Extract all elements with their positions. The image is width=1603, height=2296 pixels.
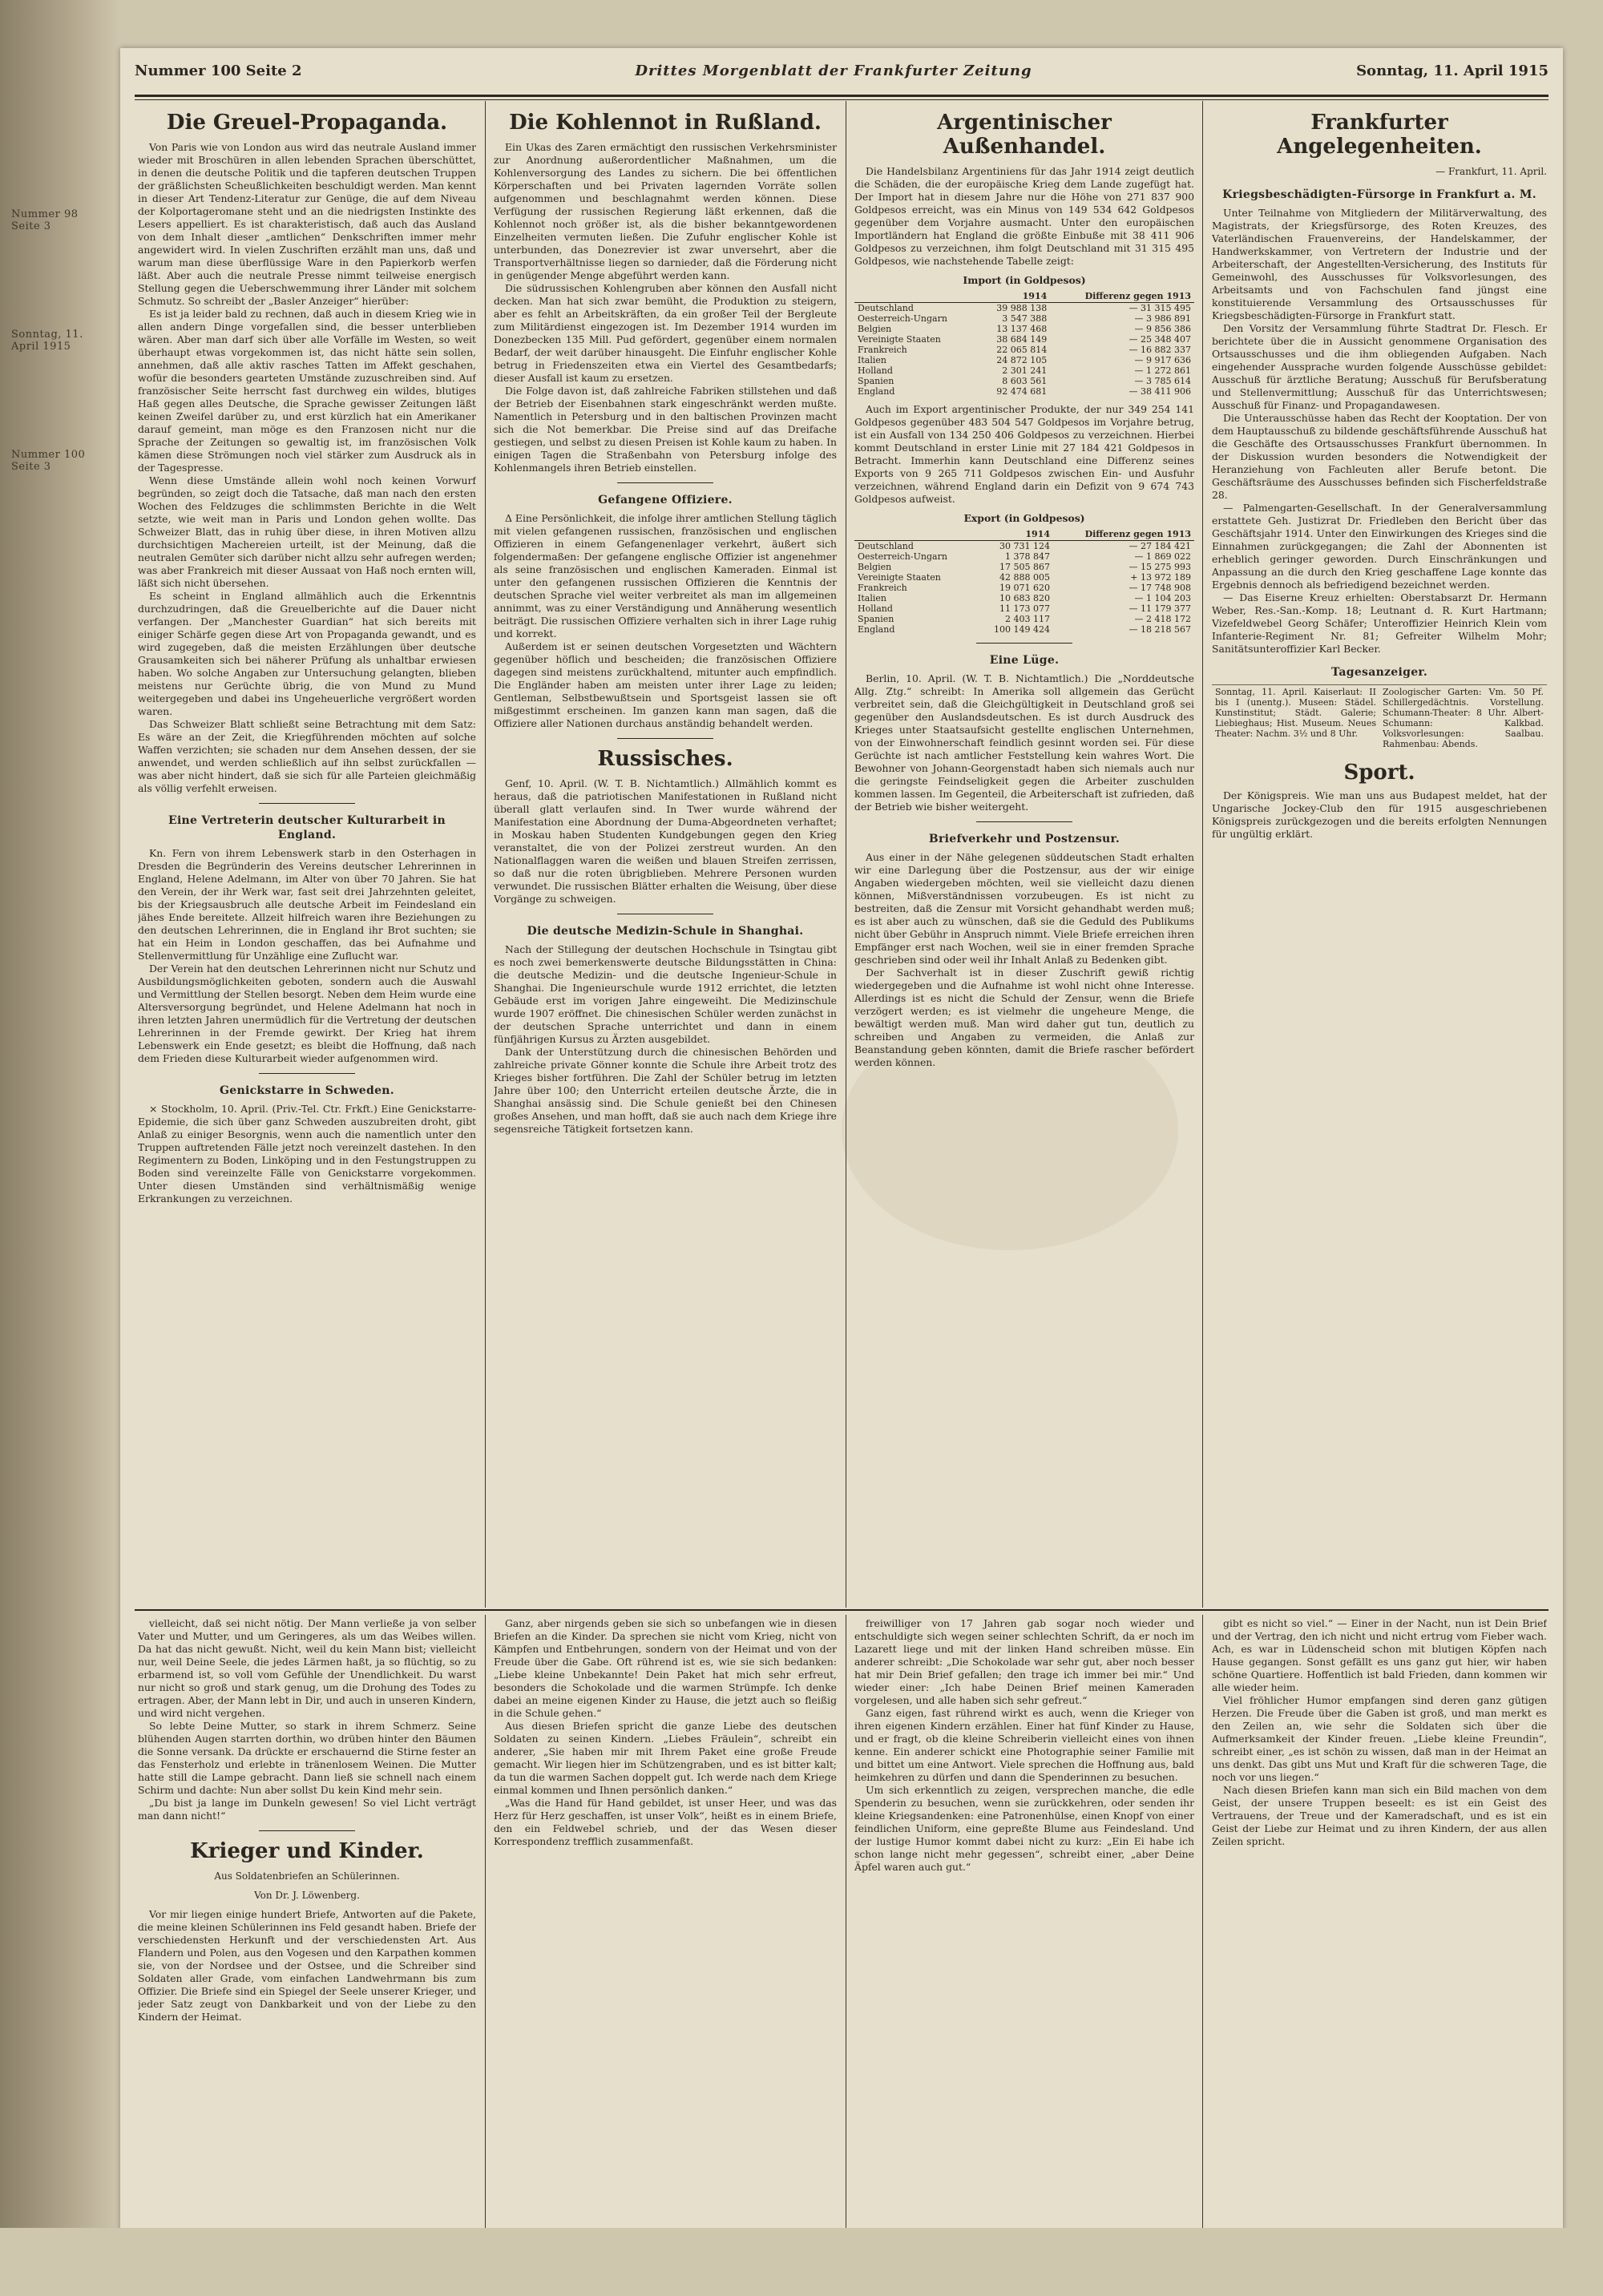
- table-cell: — 38 411 906: [1129, 386, 1191, 397]
- table-cell: 11 173 077: [999, 603, 1050, 614]
- feuilleton-author: Von Dr. J. Löwenberg.: [254, 1890, 360, 1901]
- article-paragraph: Ganz eigen, fast rührend wirkt es auch, wenn die Krieger von ihren eigenen Kindern erzählen. Einer hat fünf Kinder zu Hause, und er fragt, ob die kleine Schreiberin vielleicht eines von ihnen kenne. Ein anderer schickt eine Photographie seiner Familie mit und bittet um eine Antwort. Viele sprechen die Hoffnung aus, bald heimkehren zu dürfen und dann die Spenderinnen zu besuchen.: [854, 1707, 1194, 1783]
- import-table: [854, 290, 1194, 397]
- table-row: [854, 303, 1194, 314]
- table-cell: Frankreich: [858, 583, 907, 593]
- table-row: [854, 376, 1194, 386]
- article-paragraph: Ganz, aber nirgends geben sie sich so unbefangen wie in diesen Briefen an die Kinder. Da sprechen sie nicht vom Krieg, nicht von Kämpfen und Entbehrungen, sondern von der Heimat und von der Freude über die Gabe. Oft rührend ist es, wie sie sich bedanken: „Liebe kleine Unbekannte! Dein Paket hat mich sehr erfreut, besonders die Schokolade und die warmen Strümpfe. Ich denke dabei an meine eigenen Kinder zu Hause, die jetzt auch so fleißig in die Schule gehen.“: [494, 1617, 837, 1719]
- events-table: [1212, 684, 1547, 751]
- spine-line: Nummer 100 Seite 3: [11, 449, 86, 473]
- table-cell: Holland: [858, 365, 893, 376]
- table-cell: 38 684 149: [996, 334, 1048, 345]
- article-paragraph: Wenn diese Umstände allein wohl noch keinen Vorwurf begründen, so zeigt doch die Tatsache, daß man nach den ersten Wochen des Feldzuges die schlimmsten Berichte in die Welt setzte, wie weit man in Paris und London gehen wollte. Das Schweizer Blatt, das in ruhig über diese, in ihren Motiven allzu durchsichtigen Machereien urteilt, ist der Meinung, daß die neutralen Gemüter sich darüber nicht allzu sehr aufregen werden; was aber Frankreich mit dieser Aussaat von Haß noch ernten will, läßt sich nicht übersehen.: [138, 474, 476, 589]
- table-cell: — 1 272 861: [1134, 365, 1191, 376]
- issue-number: Nummer 100 Seite 2: [135, 63, 302, 79]
- book-spine: [0, 0, 120, 2296]
- article-paragraph: Aus einer in der Nähe gelegenen süddeutschen Stadt erhalten wir eine Darlegung über die Postzensur, aus der wir einige Angaben wiedergeben möchten, weil sie vielleicht dazu dienen können, Mißverständnissen vorzubeugen. Es ist nicht zu bestreiten, daß die Zensur mit Vorsicht gehandhabt werden muß; es ist aber auch zu wünschen, daß sie die Geduld des Publikums nicht über Gebühr in Anspruch nimmt. Viele Briefe erreichen ihren Empfänger erst nach Wochen, weil sie in einer fremden Sprache geschrieben sind oder weil ihr Inhalt Anlaß zu Bedenken gibt.: [854, 851, 1194, 966]
- table-row: [854, 386, 1194, 397]
- feuilleton-rule: [135, 1609, 1548, 1611]
- table-cell: 92 474 681: [996, 386, 1048, 397]
- table-cell: — 16 882 337: [1129, 345, 1191, 355]
- table-cell: Deutschland: [858, 541, 914, 551]
- events-right: Zoologischer Garten: Vm. 50 Pf. Schillergedächtnis. Vorstellung. Schumann-Theater: 8 Uhr. Albert-Schumann: Kalkbad. Volksvorlesungen: Saalbau. Rahmenbau: Abends.: [1379, 685, 1547, 752]
- separator: [976, 643, 1072, 644]
- table-row: [854, 313, 1194, 324]
- table-cell: 2 403 117: [1005, 614, 1050, 624]
- article-paragraph: Der Königspreis. Wie man uns aus Budapest meldet, hat der Ungarische Jockey-Club den für 1915 ausgeschriebenen Königspreis zurückgezogen und die bereits erfolgten Nennungen für ungültig erklärt.: [1212, 789, 1547, 840]
- table-row: [854, 551, 1194, 562]
- column-greuel: [138, 106, 476, 1604]
- table-cell: Vereinigte Staaten: [858, 334, 941, 345]
- article-paragraph: Ein Ukas des Zaren ermächtigt den russischen Verkehrsminister zur Anordnung außerordentlicher Maßnahmen, um die Kohlenversorgung des Landes zu sichern. Die bei öffentlichen Körperschaften und bei Privaten lagernden Vorräte sollen aufgenommen und beschlagnahmt werden können. Diese Verfügung der russischen Regierung läßt erkennen, daß die Kohlennot noch größer ist, als die bisher bekanntgewordenen Einzelheiten vermuten ließen. Die Zufuhr englischer Kohle ist unterbunden, das Donezrevier ist zwar unversehrt, aber die Transportverhältnisse liegen so darnieder, daß die Förderung nicht in genügender Menge abgeführt werden kann.: [494, 141, 837, 281]
- events-left: Sonntag, 11. April. Kaiserlaut: II bis I (unentg.). Museen: Städel. Kunstinstitut; Städt. Galerie; Liebieghaus; Hist. Museum. Neues Theater: Nachm. 3½ und 8 Uhr.: [1212, 685, 1379, 752]
- column-divider: [485, 101, 486, 1608]
- article-title: Genickstarre in Schweden.: [220, 1084, 394, 1097]
- table-header: Differenz gegen 1913: [1053, 528, 1194, 541]
- article-paragraph: × Stockholm, 10. April. (Priv.-Tel. Ctr. Frkft.) Eine Genickstarre-Epidemie, die sich über ganz Schweden auszubreiten droht, gibt Anlaß zu einiger Besorgnis, wenn auch die namentlich unter den Truppen auftretenden Fälle jetzt noch vereinzelt dastehen. In den Regimentern zu Boden, Linköping und in den Festungstruppen zu Boden sind vereinzelte Fälle von Genickstarre vorgekommen. Unter diesen Umständen sind verhältnismäßig wenige Erkrankungen zu verzeichnen.: [138, 1103, 476, 1204]
- table-cell: 30 731 124: [999, 541, 1050, 551]
- table-cell: 1 378 847: [1005, 551, 1050, 562]
- table-row: [854, 614, 1194, 624]
- table-cell: 100 149 424: [994, 624, 1050, 635]
- table-title: Export (in Goldpesos): [963, 512, 1085, 524]
- table-row: [854, 583, 1194, 593]
- table-cell: — 11 179 377: [1129, 603, 1191, 614]
- table-cell: — 27 184 421: [1129, 541, 1191, 551]
- article-title: Tagesanzeiger.: [1330, 666, 1427, 679]
- table-cell: Italien: [858, 593, 886, 603]
- newspaper-page: [120, 48, 1563, 2268]
- table-cell: + 13 972 189: [1130, 572, 1191, 583]
- feuilleton-col-1: [138, 1617, 476, 2258]
- masthead: [135, 63, 1548, 87]
- article-paragraph: Der Sachverhalt ist in dieser Zuschrift gewiß richtig wiedergegeben und die Aufnahme ist wohl nicht ohne Interesse. Allerdings ist es nicht die Schuld der Zensur, wenn die Briefe verzögert werden; es ist vielmehr die ungeheure Menge, die bewältigt werden muß. Man wird daher gut tun, deutlich zu schreiben und Angaben zu vermeiden, die Anlaß zur Beanstandung geben könnten, damit die Briefe rascher befördert werden können.: [854, 966, 1194, 1068]
- article-paragraph: So lebte Deine Mutter, so stark in ihrem Schmerz. Seine blühenden Augen starrten dorthin, wo drüben hinter den Bäumen die Sonne versank. Da drückte er erschauernd die Stirne fester an das Fensterholz und erlebte in tränenlosem Weinen. Die Mutter hatte still die Lampe gebracht. Dann ließ sie schnell nach einem Schirm und dachte: Nun aber sollst Du kein Kind mehr sein.: [138, 1720, 476, 1796]
- spine-line: Sonntag, 11. April 1915: [11, 329, 83, 353]
- article-paragraph: Genf, 10. April. (W. T. B. Nichtamtlich.) Allmählich kommt es heraus, daß die patriotischen Manifestationen in Rußland nicht überall glatt verlaufen sind. In Twer wurde während der Manifestation eine Abordnung der Duma-Abgeordneten verhaftet; in Moskau haben Studenten Kundgebungen gegen den Krieg veranstaltet, die von der Polizei zerstreut wurden. An den Nationalflaggen waren die weißen und blauen Streifen zerrissen, so daß nur die roten übrigblieben. Mehrere Personen wurden verwundet. Die russischen Blätter erhalten die Weisung, über diese Vorgänge zu schweigen.: [494, 777, 837, 905]
- article-title: Die Kohlennot in Rußland.: [509, 111, 822, 135]
- masthead-rule: [135, 95, 1548, 97]
- table-cell: Oesterreich-Ungarn: [858, 551, 947, 562]
- article-title: Briefverkehr und Postzensur.: [928, 833, 1120, 845]
- article-paragraph: Die Handelsbilanz Argentiniens für das Jahr 1914 zeigt deutlich die Schäden, die der europäische Krieg dem Lande zugefügt hat. Der Import hat in diesem Jahre nur die Höhe von 271 837 900 Goldpesos erreicht, was ein Minus von 149 534 642 Goldpesos gegenüber dem Vorjahre ausmacht. Unter den europäischen Importländern hat England die größte Einbuße mit 38 411 906 Goldpesos zu verzeichnen, ihm folgt Deutschland mit 31 315 495 Goldpesos, wie nachstehende Tabelle zeigt:: [854, 165, 1194, 267]
- newspaper-title: Drittes Morgenblatt der Frankfurter Zeitung: [635, 63, 1032, 79]
- article-paragraph: Unter Teilnahme von Mitgliedern der Militärverwaltung, des Magistrats, der Kriegsfürsorge, des Roten Kreuzes, des Vaterländischen Frauenvereins, der Handelskammer, der Handwerkskammer, von Vertretern der Industrie und der Arbeiterschaft, der Angestellten-Versicherung, des Instituts für Gemeinwohl, des Ausschusses für Volksvorlesungen, des Arbeitsamts und von Fachschulen fand jüngst eine konstituierende Versammlung des Ortsausschusses für Kriegsbeschädigten-Fürsorge in Frankfurt statt.: [1212, 207, 1547, 321]
- table-cell: 2 301 241: [1002, 365, 1048, 376]
- article-title: Gefangene Offiziere.: [598, 494, 733, 506]
- article-title: Die Greuel-Propaganda.: [166, 111, 448, 135]
- table-cell: Oesterreich-Ungarn: [858, 313, 947, 324]
- article-paragraph: Um sich erkenntlich zu zeigen, versprechen manche, die edle Spenderin zu besuchen, wenn sie zurückkehren, oder senden ihr kleine Kriegsandenken: eine Patronenhülse, einen Knopf von einer feindlichen Uniform, eine gepreßte Blume aus Feindesland. Und der lustige Humor kommt dabei nicht zu kurz: „Ein Ei habe ich schon lange nicht mehr gegessen“, schreibt einer, „aber Deine Äpfel waren auch gut.“: [854, 1784, 1194, 1873]
- column-divider: [485, 1615, 486, 2256]
- table-cell: Italien: [858, 355, 886, 365]
- table-cell: 3 547 388: [1002, 313, 1048, 324]
- separator: [259, 1073, 355, 1074]
- table-cell: Deutschland: [858, 303, 914, 313]
- column-divider: [1202, 1615, 1203, 2256]
- table-row: [854, 324, 1194, 334]
- table-header: [854, 290, 977, 303]
- table-row: [854, 345, 1194, 355]
- article-paragraph: — Palmengarten-Gesellschaft. In der Generalversammlung erstattete Geh. Justizrat Dr. Friedleben den Bericht über das Geschäftsjahr 1914. Unter den Einwirkungen des Krieges sind die Einnahmen zurückgegangen; die Zahl der Abonnenten ist erheblich geringer geworden. Durch Einschränkungen und Anpassung an die durch den Krieg geschaffene Lage konnte das Ergebnis dennoch als befriedigend bezeichnet werden.: [1212, 502, 1547, 591]
- section-title: Sport.: [1343, 761, 1415, 785]
- article-paragraph: vielleicht, daß sei nicht nötig. Der Mann verließe ja von selber Vater und Mutter, und um Geringeres, als um das Weibes willen. Da hat das nicht gewußt. Nicht, weil du kein Mann bist; vielleicht nur, weil Deine Seele, die jedes Lärmen haßt, ja so flüchtig, so zu erbarmend ist, so voll vom Gefühle der Unendlichkeit. Du warst nur nicht so groß und stark genug, um die Drohung des Todes zu ertragen. Aber, der Mann lebt in Dir, und auch in unseren Kindern, und wird nicht vergehen.: [138, 1617, 476, 1719]
- table-row: [854, 334, 1194, 345]
- feuilleton-col-4: [1212, 1617, 1547, 2258]
- table-cell: — 31 315 495: [1129, 303, 1191, 313]
- column-divider: [1202, 101, 1203, 1608]
- article-title: Frankfurter Angelegenheiten.: [1277, 111, 1482, 159]
- article-paragraph: „Was die Hand für Hand gebildet, ist unser Heer, und was das Herz für Herz geschaffen, ist unser Volk“, heißt es in einem Briefe, den ein Feldwebel schrieb, und der das Wesen dieser Korrespondenz trefflich zusammenfaßt.: [494, 1797, 837, 1847]
- table-header: Differenz gegen 1913: [1050, 290, 1194, 303]
- table-row: [854, 624, 1194, 635]
- article-paragraph: Die Folge davon ist, daß zahlreiche Fabriken stillstehen und daß der Betrieb der Eisenbahnen stark eingeschränkt werden mußte. Namentlich in Petersburg und in den baltischen Provinzen macht sich die Not bemerkbar. Die Preise sind auf das Dreifache gestiegen, und selbst zu diesen Preisen ist Kohle kaum zu haben. In einigen Tagen die Straßenbahn von Petersburg infolge des Kohlenmangels ihren Betrieb einstellen.: [494, 385, 837, 474]
- table-row: [854, 355, 1194, 365]
- table-cell: — 1 104 203: [1134, 593, 1191, 603]
- article-title: Kriegsbeschädigten-Fürsorge in Frankfurt a. M.: [1222, 188, 1536, 201]
- feuilleton-subtitle: Aus Soldatenbriefen an Schülerinnen.: [214, 1870, 400, 1882]
- article-paragraph: Der Verein hat den deutschen Lehrerinnen nicht nur Schutz und Ausbildungsmöglichkeiten geboten, sondern auch die Auswahl und Vermittlung der Stellen besorgt. Neben dem Heim wurde eine Altersversorgung begründet, und Helene Adelmann hat noch in ihren letzten Jahren unermüdlich für die Vertretung der deutschen Lehrerinnen in der Fremde gewirkt. Der Krieg hat ihrem Lebenswerk ein Ende gesetzt; es bleibt die Hoffnung, daß nach dem Frieden diese Kulturarbeit wieder aufgenommen wird.: [138, 962, 476, 1064]
- table-cell: — 3 785 614: [1134, 376, 1191, 386]
- table-cell: Frankreich: [858, 345, 907, 355]
- article-paragraph: freiwilliger von 17 Jahren gab sogar noch wieder und entschuldigte sich wegen seiner schlechten Schrift, da er noch im Lazarett liege und mit der linken Hand schreiben müsse. Ein anderer schreibt: „Die Schokolade war sehr gut, aber noch besser hat mir Dein Brief gefallen; den trage ich immer bei mir.“ Und wieder einer: „Ich habe Deinen Brief meinen Kameraden vorgelesen, und alle haben sich sehr gefreut.“: [854, 1617, 1194, 1706]
- table-header: 1914: [977, 290, 1050, 303]
- table-cell: England: [858, 386, 895, 397]
- article-paragraph: Außerdem ist er seinen deutschen Vorgesetzten und Wächtern gegenüber höflich und bescheiden; die französischen Offiziere dagegen sind meistens zurückhaltend, mitunter auch empfindlich. Die Engländer haben am meisten unter ihrer Lage zu leiden; Gentleman, Selbstbewußtsein und Sportsgeist lassen sie oft mißgestimmt erscheinen. Im ganzen kann man sagen, daß die Offiziere aller Nationen durchaus anständig behandelt werden.: [494, 640, 837, 729]
- article-paragraph: Kn. Fern von ihrem Lebenswerk starb in den Osterhagen in Dresden die Begründerin des Vereins deutscher Lehrerinnen in England, Helene Adelmann, im Alter von über 70 Jahren. Sie hat den Verein, der ihr Werk war, fast seit drei Jahrzehnten geleitet, bis der Kriegsausbruch alle deutsche Arbeit im Feindesland ein jähes Ende bereitete. Allzeit hilfreich waren ihre Beziehungen zu den deutschen Lehrerinnen, die in England ihr Brot suchten; sie hat ein Heim in London geschaffen, das bei Aufnahme und Stellenvermittlung für Unzählige eine Zuflucht war.: [138, 847, 476, 962]
- table-row: [854, 365, 1194, 376]
- article-paragraph: Das Schweizer Blatt schließt seine Betrachtung mit dem Satz: Es wäre an der Zeit, die Kriegführenden möchten auf solche Waffen verzichten; sie schaden nur dem Ansehen dessen, der sie anwendet, und werden schließlich auf ihn selbst zurückfallen — was aber nicht hindert, daß sie sich für alle Parteien gleichmäßig als völlig verfehlt erweisen.: [138, 718, 476, 794]
- table-cell: Vereinigte Staaten: [858, 572, 941, 583]
- issue-date: Sonntag, 11. April 1915: [1356, 63, 1548, 79]
- article-paragraph: Es scheint in England allmählich auch die Erkenntnis durchzudringen, daß die Greuelberichte auf die Dauer nicht verfangen. Der „Manchester Guardian“ hat sich bereits mit einiger Schärfe gegen diese Art von Propaganda gewandt, und es wird zugegeben, daß die meisten Erzählungen über deutsche Grausamkeiten sich bei näherer Prüfung als unhaltbar erwiesen haben. Wo solche Angaben zur Untersuchung gelangten, blieben meistens nur Gerüchte übrig, die von Mund zu Mund weitergegeben und dabei ins Ungeheuerliche vergrößert worden waren.: [138, 590, 476, 717]
- table-cell: 39 988 138: [996, 303, 1048, 313]
- table-cell: Spanien: [858, 376, 894, 386]
- table-cell: 10 683 820: [999, 593, 1050, 603]
- table-cell: 8 603 561: [1002, 376, 1048, 386]
- article-paragraph: Es ist ja leider bald zu rechnen, daß auch in diesem Krieg wie in allen andern Dinge vorgefallen sind, die besser unterblieben wären. Aber man darf sich über alle Vorfälle im Westen, so weit überhaupt etwas vorgekommen ist, das nicht hätte sein sollen, annehmen, daß alle aktiv rasches Tatten im Affekt geschahen, wofür die besonders gearteten Umstände zuzuschreiben sind. Auf französischer Seite herrscht fast durchweg ein wildes, blutiges Haß gegen alles Deutsche, die Sprache gewisser Zeitungen läßt keinen Zweifel darüber zu, und erst kürzlich hat ein Amerikaner darauf gemeint, man möge es den Franzosen nicht nur die Sprache der Zeitungen so gewaltig ist, im französischen Volk kämen diese Strömungen noch viel stärker zum Ausdruck als in der Tagespresse.: [138, 308, 476, 474]
- table-cell: 17 505 867: [999, 562, 1050, 572]
- article-paragraph: Den Vorsitz der Versammlung führte Stadtrat Dr. Flesch. Er berichtete über die in Aussicht genommene Organisation des Ortsausschusses und die ihm obliegenden Aufgaben. Nach eingehender Aussprache wurden folgende Ausschüsse gebildet: Ausschuß für ärztliche Beratung; Ausschuß für Berufsberatung und Stellenvermittlung; Ausschuß für das Unterrichtswesen; Ausschuß für Finanz- und Propagandawesen.: [1212, 322, 1547, 411]
- article-paragraph: Viel fröhlicher Humor empfangen sind deren ganz gütigen Herzen. Die Freude über die Gaben ist groß, und man merkt es den Zeilen an, wie sehr die Soldaten sich über die Aufmerksamkeit der Kinder freuen. „Liebe kleine Freundin“, schreibt einer, „es ist schön zu wissen, daß man in der Heimat an uns denkt. Das gibt uns Mut und Kraft für die schweren Tage, die noch vor uns liegen.“: [1212, 1694, 1547, 1783]
- table-cell: 19 071 620: [999, 583, 1050, 593]
- article-title: Die deutsche Medizin-Schule in Shanghai.: [527, 925, 804, 938]
- article-paragraph: Auch im Export argentinischer Produkte, der nur 349 254 141 Goldpesos gegenüber 483 504 547 Goldpesos im Vorjahre betrug, ist ein Ausfall von 134 250 406 Goldpesos zu verzeichnen. Hierbei kommt Deutschland in erster Linie mit 27 184 421 Goldpesos in Betracht. Immerhin kann Deutschland eine Differenz seines Exports von 9 265 711 Goldpesos zwischen Ein- und Ausfuhr verzeichnen, während England darin ein Defizit von 9 674 743 Goldpesos aufweist.: [854, 403, 1194, 505]
- table-cell: Belgien: [858, 562, 892, 572]
- table-cell: — 3 986 891: [1134, 313, 1191, 324]
- table-header: 1914: [975, 528, 1053, 541]
- separator: [617, 738, 713, 739]
- spine-text: [11, 208, 107, 569]
- article-paragraph: gibt es nicht so viel.“ — Einer in der Nacht, nun ist Dein Brief und der Vertrag, den ich nicht und nicht ertrug vom Fieber wach. Ach, es war in Lüdenscheid schon mit blutigen Köpfen nach Hause gegangen. Sonst gefällt es uns ganz gut hier, wir haben schöne Quartiere. Hoffentlich ist bald Frieden, dann kommen wir alle wieder heim.: [1212, 1617, 1547, 1693]
- table-cell: — 1 869 022: [1134, 551, 1191, 562]
- table-row: [854, 603, 1194, 614]
- table-cell: Holland: [858, 603, 893, 614]
- table-header: [854, 528, 975, 541]
- feuilleton-title: Krieger und Kinder.: [190, 1839, 424, 1863]
- separator: [617, 482, 713, 483]
- table-cell: — 2 418 172: [1134, 614, 1191, 624]
- article-paragraph: Δ Eine Persönlichkeit, die infolge ihrer amtlichen Stellung täglich mit vielen gefangenen russischen, französischen und englischen Offizieren in einem Gefangenenlager verkehrt, äußert sich folgendermaßen: Der gefangene englische Offizier ist angenehmer als seine französischen und englischen Kameraden. Einmal ist unter den gefangenen russischen Offizieren die Kenntnis der deutschen Sprache viel weiter verbreitet als man im allgemeinen annimmt, was zu einer Verständigung und Annäherung wesentlich beiträgt. Die russischen Offiziere verhalten sich in ihrer Lage ruhig und korrekt.: [494, 512, 837, 640]
- table-title: Import (in Goldpesos): [963, 274, 1086, 286]
- table-cell: — 9 917 636: [1134, 355, 1191, 365]
- article-paragraph: Die Unterausschüsse haben das Recht der Kooptation. Der von dem Hauptausschuß zu bildende geschäftsführende Ausschuß hat die Geschäfte des Ortsausschusses Frankfurt übernommen. In der Diskussion wurden besonders die Notwendigkeit der Heranziehung von Fachleuten aller Berufe betont. Die Geschäftsräume des Ausschusses befinden sich Fischerfeldstraße 28.: [1212, 412, 1547, 501]
- article-title: Argentinischer Außenhandel.: [937, 111, 1112, 159]
- article-title: Eine Vertreterin deutscher Kulturarbeit in England.: [168, 814, 446, 841]
- table-row: [854, 562, 1194, 572]
- table-cell: 13 137 468: [996, 324, 1048, 334]
- article-title: Russisches.: [597, 747, 733, 771]
- masthead-rule-thin: [135, 99, 1548, 100]
- table-row: [854, 572, 1194, 583]
- dateline: — Frankfurt, 11. April.: [1435, 166, 1547, 177]
- article-paragraph: Nach diesen Briefen kann man sich ein Bild machen von dem Geist, der unsere Truppen beseelt: es ist ein Geist des Vertrauens, der Treue und der Kameradschaft, und es ist ein Geist der Liebe zur Heimat und zu ihren Kindern, der aus allen Zeilen spricht.: [1212, 1784, 1547, 1847]
- table-cell: — 17 748 908: [1129, 583, 1191, 593]
- column-frankfurt: [1212, 106, 1547, 1604]
- table-cell: — 25 348 407: [1129, 334, 1191, 345]
- article-paragraph: Aus diesen Briefen spricht die ganze Liebe des deutschen Soldaten zu seinen Kindern. „Liebes Fräulein“, schreibt ein anderer, „Sie haben mir mit Ihrem Paket eine große Freude gemacht. Wir liegen hier im Schützengraben, und es ist bitter kalt; da tun die warmen Sachen doppelt gut. Ich werde nach dem Kriege einmal kommen und Ihnen persönlich danken.“: [494, 1720, 837, 1796]
- table-row: [854, 541, 1194, 552]
- page-bottom-edge: [0, 2228, 1603, 2296]
- article-paragraph: Nach der Stillegung der deutschen Hochschule in Tsingtau gibt es noch zwei bemerkenswerte deutsche Bildungsstätten in China: die deutsche Medizin- und die deutsche Ingenieur-Schule in Shanghai. Die Ingenieurschule wurde 1912 errichtet, die letzten Gebäude erst im vorigen Jahre eingeweiht. Die Medizinschule wurde 1907 eröffnet. Die chinesischen Schüler werden zunächst in der deutschen Sprache unterrichtet und dann in einem fünfjährigen Kursus zu Ärzten ausgebildet.: [494, 943, 837, 1045]
- article-paragraph: Dank der Unterstützung durch die chinesischen Behörden und zahlreiche private Gönner konnte die Schule ihre Arbeit trotz des Krieges bisher fortführen. Die Zahl der Schüler betrug im letzten Jahre über 100; den Unterricht erteilen deutsche Ärzte, die in Shanghai ansässig sind. Die Schule genießt bei den Chinesen großes Ansehen, und man hofft, daß sie auch nach dem Kriege ihre segensreiche Tätigkeit fortsetzen kann.: [494, 1046, 837, 1135]
- table-cell: England: [858, 624, 895, 635]
- separator: [259, 1830, 355, 1831]
- separator: [259, 803, 355, 804]
- article-title: Eine Lüge.: [989, 654, 1060, 667]
- table-cell: Belgien: [858, 324, 892, 334]
- table-cell: — 15 275 993: [1129, 562, 1191, 572]
- separator: [976, 821, 1072, 822]
- article-paragraph: Berlin, 10. April. (W. T. B. Nichtamtlich.) Die „Norddeutsche Allg. Ztg.“ schreibt: In Amerika soll allgemein das Gerücht verbreitet sein, daß die Gleichgültigkeit in Deutschland groß sei gegenüber den Auslandsdeutschen. Es ist durch Ausdruck des Krieges unter Staatsaufsicht gestellte englischen Unternehmen, von der Einwohnerschaft feindlich gesinnt worden sei. Für diese Gerüchte ist nach amtlicher Feststellung kein wahres Wort. Die Bewohner von Johann-Georgenstadt haben sich niemals auch nur die geringste Feindseligkeit gegen die Arbeiter zuschulden kommen lassen. Im Gegenteil, die Arbeiterschaft ist zufrieden, daß der Betrieb wie bisher weitergeht.: [854, 672, 1194, 813]
- article-paragraph: Die südrussischen Kohlengruben aber können den Ausfall nicht decken. Man hat sich zwar bemüht, die Produktion zu steigern, aber es fehlt an Arbeitskräften, da ein großer Teil der Bergleute zum Militärdienst eingezogen ist. Im Dezember 1914 wurden im Donezbecken 135 Mill. Pud gefördert, gegenüber einem normalen Bedarf, der weit darüber hinausgeht. Die Einfuhr englischer Kohle betrug in Friedenszeiten etwa ein Viertel des Gesamtbedarfs; dieser Ausfall ist kaum zu ersetzen.: [494, 282, 837, 384]
- table-cell: — 18 218 567: [1129, 624, 1191, 635]
- column-argentinien: [854, 106, 1194, 1604]
- table-cell: 24 872 105: [996, 355, 1048, 365]
- export-table: [854, 528, 1194, 635]
- table-cell: Spanien: [858, 614, 894, 624]
- article-paragraph: Vor mir liegen einige hundert Briefe, Antworten auf die Pakete, die meine kleinen Schülerinnen ins Feld gesandt haben. Briefe der verschiedensten Herkunft und der verschiedensten Art. Aus Flandern und Polen, aus den Vogesen und den Karpathen kommen sie, von der Nordsee und der Ostsee, und die Schreiber sind Soldaten aller Grade, vom einfachen Landwehrmann bis zum Offizier. Die Briefe sind ein Spiegel der Seele unserer Krieger, und jeder Satz zeugt von Dankbarkeit und von der Liebe zu den Kindern der Heimat.: [138, 1908, 476, 2023]
- feuilleton-col-2: [494, 1617, 837, 2258]
- article-paragraph: Von Paris wie von London aus wird das neutrale Ausland immer wieder mit Broschüren in allen lebenden Sprachen überschüttet, in denen die deutsche Politik und die tapferen deutschen Truppen der gräßlichsten Scheußlichkeiten beschuldigt werden. Man kennt in dieser Art Tendenz-Literatur zur Genüge, die auf dem Niveau der Kolportageromane steht und an die niedrigsten Instinkte des Lesers appelliert. Es ist charakteristisch, daß auch das Ausland von dem Inhalt dieser „amtlichen“ Denkschriften immer mehr angewidert wird. In vielen Zuschriften erzählt man uns, daß und warum man diese überflüssige Ware in den Papierkorb werfen läßt. Aber auch die neutrale Presse nimmt teilweise energisch Stellung gegen die Ueberschwemmung ihrer Länder mit solchem Schmutz. So schreibt der „Basler Anzeiger“ hierüber:: [138, 141, 476, 307]
- article-paragraph: „Du bist ja lange im Dunkeln gewesen! So viel Licht verträgt man dann nicht!“: [138, 1797, 476, 1822]
- table-cell: 42 888 005: [999, 572, 1050, 583]
- table-cell: — 9 856 386: [1134, 324, 1191, 334]
- article-paragraph: — Das Eiserne Kreuz erhielten: Oberstabsarzt Dr. Hermann Weber, Res.-San.-Komp. 18; Leutnant d. R. Kurt Hartmann; Vizefeldwebel Georg Schäfer; Unteroffizier Heinrich Klein vom Infanterie-Regiment Nr. 81; Gefreiter Wilhelm Mohr; Sanitätsunteroffizier Karl Becker.: [1212, 591, 1547, 655]
- column-kohlennot: [494, 106, 837, 1604]
- table-row: [854, 593, 1194, 603]
- table-cell: 22 065 814: [996, 345, 1048, 355]
- spine-line: Nummer 98 Seite 3: [11, 208, 79, 232]
- feuilleton-col-3: [854, 1617, 1194, 2258]
